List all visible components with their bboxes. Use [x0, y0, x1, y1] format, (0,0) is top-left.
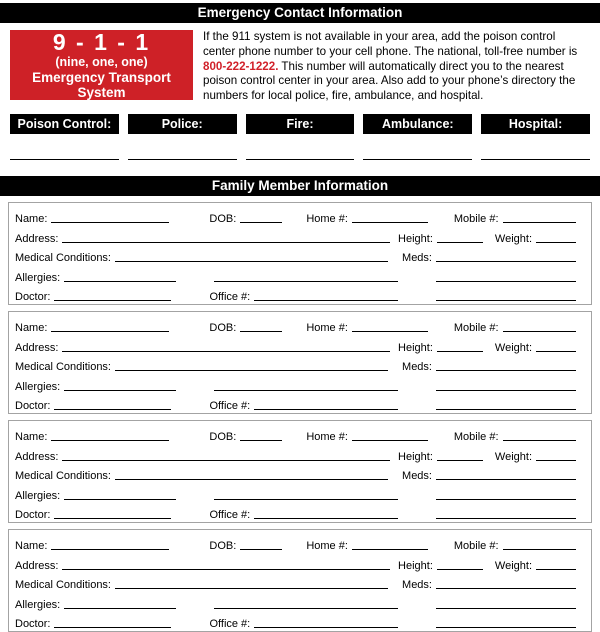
medical-conditions-blank-line — [115, 587, 388, 589]
member-row-doctor — [15, 285, 576, 304]
header-bar-emergency: Emergency Contact Information — [0, 3, 600, 23]
weight-label: Weight: — [494, 450, 532, 463]
allergies-label: Allergies: — [15, 489, 61, 502]
member-row-address — [15, 444, 576, 463]
medical-conditions-blank-line — [115, 260, 388, 262]
intro-text-before: If the 911 system is not available in your area, add the poison control center phone number to your cell phone. The national, toll-free number is — [203, 30, 578, 58]
badge-911-caption: Emergency Transport System — [32, 70, 171, 100]
allergies-continuation-line — [214, 389, 398, 391]
member-row-allergies — [15, 374, 576, 393]
intro-text-after: This number will automatically direct you to the nearest poison control center in your area. Also add to your phone’s directory the numbers for local police, fire, ambulance, and hospital. — [203, 59, 576, 103]
weight-blank-line — [536, 459, 576, 461]
member-row-allergies — [15, 483, 576, 502]
member-row-name — [15, 316, 576, 335]
height-blank-line — [437, 241, 483, 243]
member-row-allergies — [15, 265, 576, 284]
height-label: Height: — [398, 450, 433, 463]
weight-label: Weight: — [494, 559, 532, 572]
dob-label: DOB: — [209, 431, 237, 444]
height-blank-line — [437, 459, 483, 461]
address-blank-line — [62, 459, 390, 461]
intro-paragraph — [201, 30, 590, 104]
contact-label-fire: Fire: — [246, 114, 355, 134]
allergies-continuation-line — [214, 280, 398, 282]
doctor-blank-line — [54, 626, 171, 628]
address-label: Address: — [15, 450, 59, 463]
dob-blank-line — [240, 439, 282, 441]
intro-section — [10, 30, 590, 104]
meds-continuation-line-2 — [436, 517, 576, 519]
home-phone-label: Home #: — [306, 213, 348, 226]
office-phone-label: Office #: — [209, 617, 251, 630]
office-phone-label: Office #: — [209, 399, 251, 412]
member-row-allergies — [15, 592, 576, 611]
member-row-name — [15, 207, 576, 226]
family-member-card — [8, 420, 592, 523]
meds-blank-line — [436, 587, 576, 589]
poison-control-blank-line — [10, 158, 119, 160]
member-row-address — [15, 553, 576, 572]
member-row-address — [15, 226, 576, 245]
member-row-address — [15, 335, 576, 354]
member-row-doctor — [15, 503, 576, 522]
doctor-blank-line — [54, 517, 171, 519]
office-phone-label: Office #: — [209, 290, 251, 303]
weight-blank-line — [536, 568, 576, 570]
doctor-label: Doctor: — [15, 508, 51, 521]
member-row-doctor — [15, 394, 576, 413]
home-phone-blank-line — [352, 221, 428, 223]
name-label: Name: — [15, 213, 48, 226]
badge-911-title: 9 - 1 - 1 — [52, 29, 151, 55]
dob-label: DOB: — [209, 322, 237, 335]
allergies-blank-line — [64, 389, 176, 391]
member-row-doctor — [15, 612, 576, 631]
police-blank-line — [128, 158, 237, 160]
mobile-phone-blank-line — [503, 221, 576, 223]
allergies-blank-line — [64, 280, 176, 282]
medical-conditions-label: Medical Conditions: — [15, 470, 111, 483]
home-phone-label: Home #: — [306, 540, 348, 553]
doctor-blank-line — [54, 299, 171, 301]
office-phone-blank-line — [254, 408, 398, 410]
home-phone-blank-line — [352, 330, 428, 332]
hospital-blank-line — [481, 158, 590, 160]
meds-continuation-line — [436, 498, 576, 500]
height-blank-line — [437, 568, 483, 570]
mobile-phone-label: Mobile #: — [453, 431, 499, 444]
allergies-continuation-line — [214, 498, 398, 500]
medical-conditions-label: Medical Conditions: — [15, 252, 111, 265]
medical-conditions-blank-line — [115, 369, 388, 371]
height-label: Height: — [398, 341, 433, 354]
allergies-continuation-line — [214, 607, 398, 609]
home-phone-blank-line — [352, 548, 428, 550]
member-row-medical — [15, 246, 576, 265]
weight-blank-line — [536, 350, 576, 352]
name-label: Name: — [15, 431, 48, 444]
weight-blank-line — [536, 241, 576, 243]
doctor-label: Doctor: — [15, 617, 51, 630]
family-member-list — [0, 202, 600, 632]
weight-label: Weight: — [494, 341, 532, 354]
allergies-label: Allergies: — [15, 380, 61, 393]
family-member-card — [8, 529, 592, 632]
home-phone-label: Home #: — [306, 431, 348, 444]
contact-label-ambulance: Ambulance: — [363, 114, 472, 134]
home-phone-label: Home #: — [306, 322, 348, 335]
name-blank-line — [51, 330, 169, 332]
ambulance-blank-line — [363, 158, 472, 160]
mobile-phone-blank-line — [503, 439, 576, 441]
name-blank-line — [51, 221, 169, 223]
meds-continuation-line-2 — [436, 408, 576, 410]
doctor-blank-line — [54, 408, 171, 410]
meds-label: Meds: — [402, 361, 432, 374]
allergies-blank-line — [64, 607, 176, 609]
contact-label-police: Police: — [128, 114, 237, 134]
address-label: Address: — [15, 559, 59, 572]
height-label: Height: — [398, 232, 433, 245]
doctor-label: Doctor: — [15, 399, 51, 412]
name-blank-line — [51, 439, 169, 441]
doctor-label: Doctor: — [15, 290, 51, 303]
mobile-phone-label: Mobile #: — [453, 322, 499, 335]
address-label: Address: — [15, 232, 59, 245]
contact-label-hospital: Hospital: — [481, 114, 590, 134]
allergies-blank-line — [64, 498, 176, 500]
dob-label: DOB: — [209, 540, 237, 553]
contact-label-poison-control: Poison Control: — [10, 114, 119, 134]
meds-label: Meds: — [402, 579, 432, 592]
office-phone-blank-line — [254, 626, 398, 628]
contact-label-bars — [10, 114, 590, 134]
meds-label: Meds: — [402, 470, 432, 483]
address-blank-line — [62, 350, 390, 352]
office-phone-blank-line — [254, 299, 398, 301]
mobile-phone-blank-line — [503, 548, 576, 550]
office-phone-label: Office #: — [209, 508, 251, 521]
member-row-medical — [15, 464, 576, 483]
address-blank-line — [62, 241, 390, 243]
member-row-name — [15, 425, 576, 444]
member-row-medical — [15, 355, 576, 374]
name-label: Name: — [15, 322, 48, 335]
mobile-phone-label: Mobile #: — [453, 213, 499, 226]
fire-blank-line — [246, 158, 355, 160]
poison-control-phone-number: 800-222-1222. — [203, 59, 279, 73]
address-blank-line — [62, 568, 390, 570]
meds-continuation-line-2 — [436, 626, 576, 628]
height-label: Height: — [398, 559, 433, 572]
member-row-name — [15, 534, 576, 553]
member-row-medical — [15, 573, 576, 592]
meds-blank-line — [436, 369, 576, 371]
badge-911-subtitle: (nine, one, one) — [55, 55, 148, 69]
address-label: Address: — [15, 341, 59, 354]
mobile-phone-label: Mobile #: — [453, 540, 499, 553]
medical-conditions-label: Medical Conditions: — [15, 579, 111, 592]
meds-continuation-line — [436, 280, 576, 282]
height-blank-line — [437, 350, 483, 352]
office-phone-blank-line — [254, 517, 398, 519]
meds-blank-line — [436, 478, 576, 480]
mobile-phone-blank-line — [503, 330, 576, 332]
badge-911 — [10, 30, 193, 100]
meds-blank-line — [436, 260, 576, 262]
name-blank-line — [51, 548, 169, 550]
allergies-label: Allergies: — [15, 598, 61, 611]
meds-label: Meds: — [402, 252, 432, 265]
meds-continuation-line — [436, 607, 576, 609]
allergies-label: Allergies: — [15, 271, 61, 284]
dob-blank-line — [240, 330, 282, 332]
family-member-card — [8, 311, 592, 414]
header-bar-family: Family Member Information — [0, 176, 600, 196]
meds-continuation-line-2 — [436, 299, 576, 301]
contact-blank-lines — [10, 158, 590, 160]
dob-blank-line — [240, 548, 282, 550]
meds-continuation-line — [436, 389, 576, 391]
dob-label: DOB: — [209, 213, 237, 226]
family-member-card — [8, 202, 592, 305]
home-phone-blank-line — [352, 439, 428, 441]
medical-conditions-blank-line — [115, 478, 388, 480]
weight-label: Weight: — [494, 232, 532, 245]
medical-conditions-label: Medical Conditions: — [15, 361, 111, 374]
name-label: Name: — [15, 540, 48, 553]
dob-blank-line — [240, 221, 282, 223]
